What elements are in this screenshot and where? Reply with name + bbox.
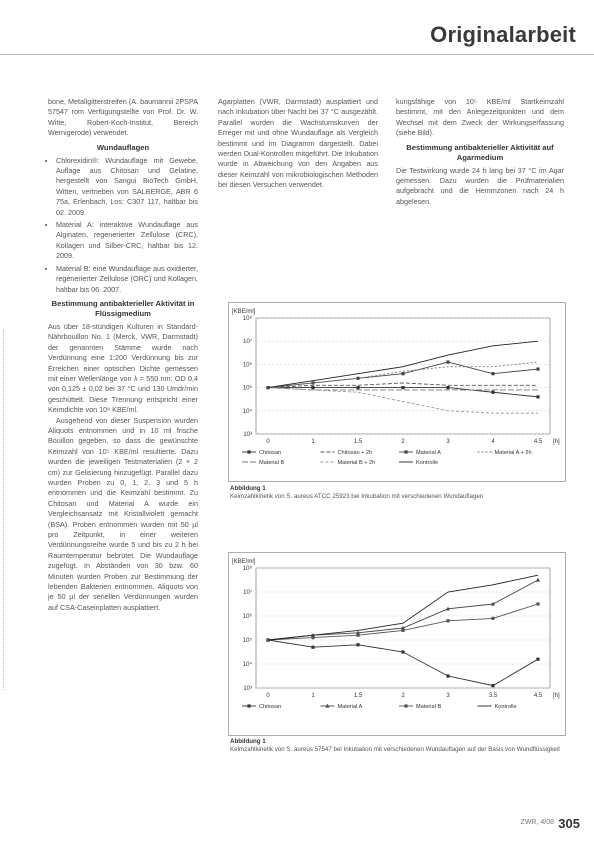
- data-point: [356, 386, 359, 389]
- paragraph: Aus über 18-stündigen Kulturen in Standard-Nährbouillon No. 1 (Merck, VWR, Darmstadt) der genannten Stämme wurde nach Verdünnung eine 1:200 Verdünnung bis zur Erreichen einer optischen Dichte gemessen mit einer Wellenlänge von λ = 550 nm: OD 0,4 von 0,125 ± 0,02 bei 37 °C und 130 Umdr/min geschüttelt. Diese Trennung entspricht einer Keimdichte von 10⁸ KBE/ml.: [48, 321, 198, 415]
- journal-reference: ZWR, 4/08: [520, 819, 554, 826]
- x-axis-label: [h]: [553, 693, 560, 699]
- data-point: [311, 636, 314, 639]
- caption-label: Abbildung 1: [230, 485, 266, 492]
- header-divider: [0, 54, 594, 55]
- list-item: • Material A: interaktive Wundauflage aus Alginaten, regenerierter Zellulose (CRC), Kollagen und Silber-CRC, haltbar bis 12. 2009.: [56, 220, 198, 262]
- data-point: [536, 658, 539, 661]
- y-axis-label: [KBE/ml]: [232, 559, 256, 565]
- data-point: [401, 650, 404, 653]
- data-point: [356, 643, 359, 646]
- x-tick-label: 3.5: [488, 693, 498, 699]
- data-point: [446, 360, 449, 363]
- column-1: [48, 97, 198, 613]
- data-point: [401, 629, 404, 632]
- plot-area: [256, 318, 550, 434]
- legend-marker: [247, 704, 250, 707]
- data-point: [446, 619, 449, 622]
- data-point: [536, 395, 539, 398]
- legend-marker: [404, 450, 407, 453]
- y-tick-label: 10⁴: [242, 408, 252, 415]
- data-point: [536, 602, 539, 605]
- figure-1: [228, 302, 566, 482]
- legend-label: Material B + 2h: [337, 460, 376, 466]
- data-point: [446, 386, 449, 389]
- x-tick-label: 4.5: [533, 693, 543, 699]
- figure-2-caption: [230, 738, 566, 754]
- data-point: [401, 372, 404, 375]
- legend-label: Chitosan: [259, 704, 282, 710]
- paragraph: Die Testwirkung wurde 24 h lang bei 37 °C im Agar gemessen. Dazu wurden die Prüfmaterialien aufgebracht und die Hemmzonen nach 24 h abgelesen.: [396, 165, 564, 206]
- data-point: [311, 386, 314, 389]
- legend-label: Material B: [416, 704, 442, 710]
- data-point: [446, 674, 449, 677]
- paragraph: Agarplatten (VWR, Darmstadt) ausplattiert und nach Inkubation über Nacht bei 37 °C ausgezählt. Parallel wurden die Wachstumskurven der Erreger mit und ohne Wundauflage als Vergleich bestimmt und im Diagramm dargestellt. Dabei werden Dual-Kontrollen mitgeführt. Die Inkubation wurde in Abweichung von den Angaben aus dieser Keimzahl von mikrobiologischen Methoden bei diesen Versuchen verwendet.: [218, 97, 378, 190]
- legend-label: Material A + 2h: [494, 450, 532, 456]
- y-tick-label: 10⁵: [242, 638, 252, 644]
- legend-label: Material A: [416, 450, 441, 456]
- legend-label: Material A: [337, 704, 363, 710]
- y-tick-label: 10³: [243, 686, 252, 692]
- data-point: [491, 617, 494, 620]
- x-tick-label: 0: [266, 439, 270, 445]
- x-tick-label: 1: [311, 693, 315, 699]
- column-2: [218, 97, 378, 191]
- margin-mark: [3, 330, 7, 690]
- list-item: • Chlorexidin®: Wundauflage mit Gewebe, Auflage aus Chitosan und Gelatine, hergestellt von Sangui BioTech GmbH, Witten, vertrieben von SALBERGE, ABR 6 75a, Erlenbach, Los: C307 117, haltbar bis 02. 2009.: [56, 156, 198, 218]
- data-point: [491, 684, 494, 687]
- y-tick-label: 10⁷: [243, 590, 252, 596]
- figure-1-caption: [230, 485, 566, 501]
- x-tick-label: 1: [311, 439, 315, 445]
- section-heading: Bestimmung antibakterieller Aktivität in Flüssigmedium: [51, 298, 195, 318]
- legend-marker: [247, 450, 250, 453]
- paragraph: Ausgehend von dieser Suspension wurden Aliquots entnommen und in 10 ml frische Bouillon gegeben, so dass die gewünschte Keimzahl von 10⁵ KBE/ml resultierte. Dazu wurden die jeweiligen Testmaterialien (2 × 2 cm) zur Gelisierung hinzugefügt. Parallel dazu wurden Proben zu 0, 1, 2, 3 und 5 h entnommen und die Keimzahl bestimmt. Zu Chitosan und Material A wurde ein Vergleichsansatz mit Kristallviolett gemacht (BSA). Proben entnommen wurden mit 50 µl pro Zeitpunkt, in einer weiteren Verdünnungsreihe wurde 5 und bis zu 2 h bei Raumtemperatur bebrütet. Die Wundauflage zugefügt. In Abständen von 30 bzw. 60 Minuten wurden Proben zur Bestimmung der lebenden Bakterien entnommen. Aliquots von je 50 µl der seriellen Verdünnungen wurden auf CSA-Caseinplatten ausplattiert.: [48, 415, 198, 612]
- section-title: Originalarbeit: [430, 22, 576, 47]
- chart-2: [228, 552, 566, 736]
- y-tick-label: 10⁸: [242, 566, 252, 572]
- y-tick-label: 10⁴: [242, 662, 252, 668]
- caption-text: Keimzahlkinetik von S. aureus 57547 bei Inkubation mit verschiedenen Wundauflagen auf der Basis von Wundflüssigkeit: [230, 746, 560, 753]
- legend-label: Kontrolle: [416, 460, 439, 466]
- legend-label: Material B: [259, 460, 285, 466]
- x-tick-label: 1.5: [353, 439, 363, 445]
- legend-marker: [404, 704, 407, 707]
- page-number: 305: [558, 816, 580, 831]
- bullet-list: [48, 156, 198, 295]
- data-point: [536, 367, 539, 370]
- paragraph: bone, Metallgitterstreifen (A. baumannii 2PSPA 57547 rom Verfügungstellte von Prof. Dr. W. Witte, Robert-Koch-Institut, Bereich Wernigerode) verwendet.: [48, 97, 198, 138]
- y-tick-label: 10⁵: [242, 385, 252, 392]
- x-tick-label: 2: [401, 693, 405, 699]
- x-tick-label: 3: [446, 439, 450, 445]
- paragraph: kungsfähige von 10⁵ KBE/ml Startkeimzahl bestimmt, mit den Anlegezeitpunkten und dem Wechsel mit dem Zweck der Wirkungserfassung (siehe Bild).: [396, 97, 564, 138]
- section-heading: Wundauflagen: [96, 142, 150, 152]
- column-3: [396, 97, 564, 207]
- y-axis-label: [KBE/ml]: [232, 309, 256, 315]
- chart-1: [228, 302, 566, 482]
- x-tick-label: 1.5: [353, 693, 363, 699]
- x-tick-label: 4: [491, 439, 495, 445]
- x-axis-label: [h]: [553, 439, 560, 445]
- x-tick-label: 0: [266, 693, 270, 699]
- figure-2: [228, 552, 566, 736]
- caption-label: Abbildung 1: [230, 738, 266, 745]
- data-point: [491, 372, 494, 375]
- x-tick-label: 3: [446, 693, 450, 699]
- legend-label: Kontrolle: [494, 704, 517, 710]
- data-point: [401, 386, 404, 389]
- data-point: [356, 634, 359, 637]
- x-tick-label: 4.5: [533, 439, 543, 445]
- data-point: [491, 391, 494, 394]
- y-tick-label: 10⁸: [242, 316, 252, 322]
- section-heading: Bestimmung antibakterieller Aktivität auf Agarmedium: [406, 142, 554, 162]
- legend-label: Chitosan + 2h: [337, 450, 373, 456]
- list-item: • Material B: eine Wundauflage aus oxidierter, regenerierter Zellulose (ORC) und Kollagen, haltbar bis 06. 2007.: [56, 264, 198, 295]
- y-tick-label: 10⁶: [242, 614, 252, 620]
- y-tick-label: 10³: [243, 432, 252, 438]
- y-tick-label: 10⁷: [243, 339, 252, 346]
- y-tick-label: 10⁶: [242, 362, 252, 369]
- data-point: [311, 646, 314, 649]
- caption-text: Keimzahlkinetik von S. aureus ATCC 25923 bei Inkubation mit verschiedenen Wundauflagen: [230, 493, 484, 500]
- legend-label: Chitosan: [259, 450, 282, 456]
- x-tick-label: 2: [401, 439, 405, 445]
